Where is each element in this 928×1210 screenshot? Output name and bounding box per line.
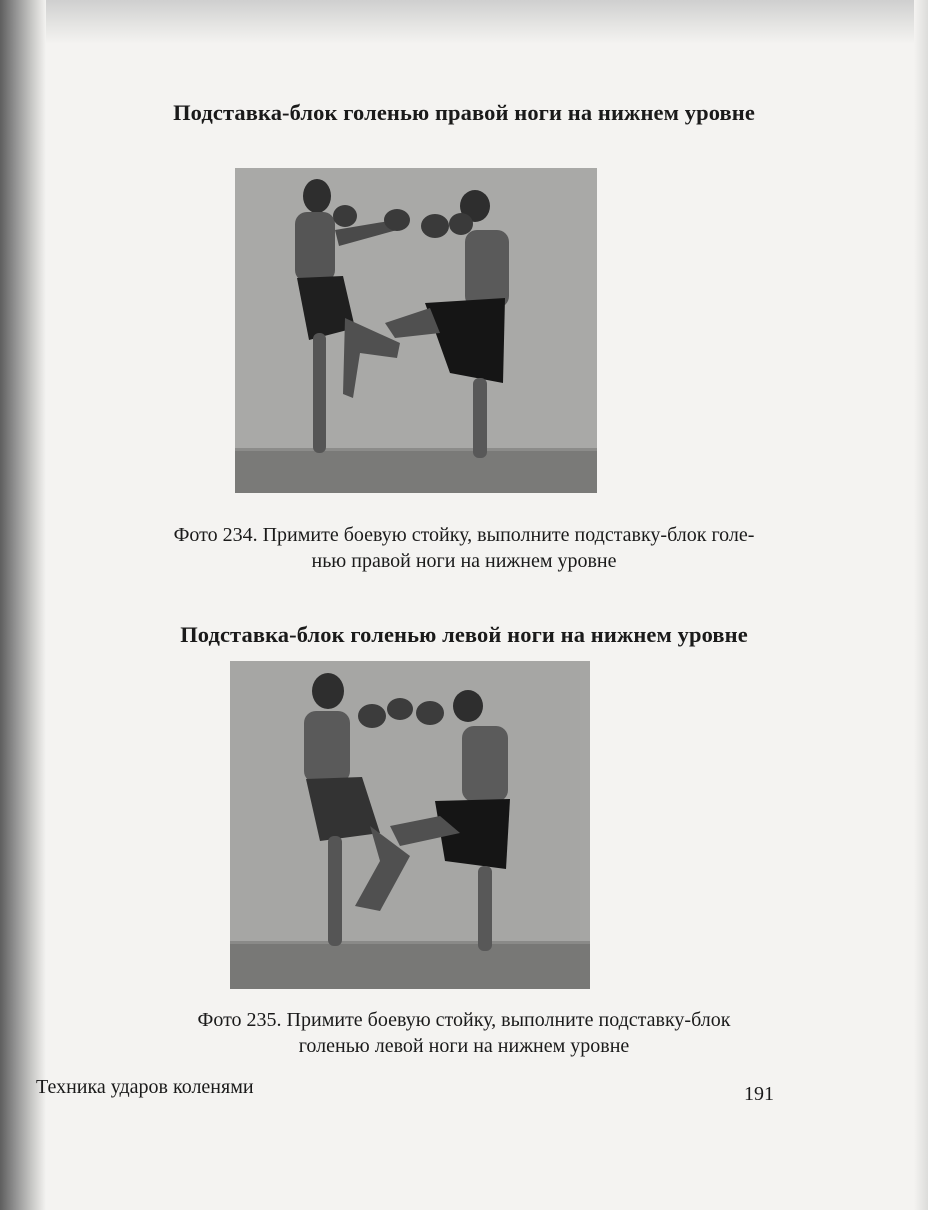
caption-line: Фото 235. Примите боевую стойку, выполните подставку-блок [197, 1009, 731, 1031]
photo-235 [230, 661, 590, 989]
caption-line: нью правой ноги на нижнем уровне [311, 550, 617, 572]
scan-shadow-top [0, 0, 928, 44]
caption-line: Фото 234. Примите боевую стойку, выполните подставку-блок голе- [173, 524, 755, 546]
running-footer-chapter: Техника ударов коленями [36, 1076, 254, 1098]
photo-234 [235, 168, 597, 493]
section-heading-right-leg: Подставка-блок голенью правой ноги на нижнем уровне [173, 100, 755, 125]
photo-235-caption [0, 1007, 928, 1059]
page-number: 191 [744, 1083, 774, 1105]
caption-line: голенью левой ноги на нижнем уровне [298, 1035, 630, 1057]
section-heading-left-leg: Подставка-блок голенью левой ноги на нижнем уровне [180, 622, 748, 647]
photo-234-caption [0, 522, 928, 574]
